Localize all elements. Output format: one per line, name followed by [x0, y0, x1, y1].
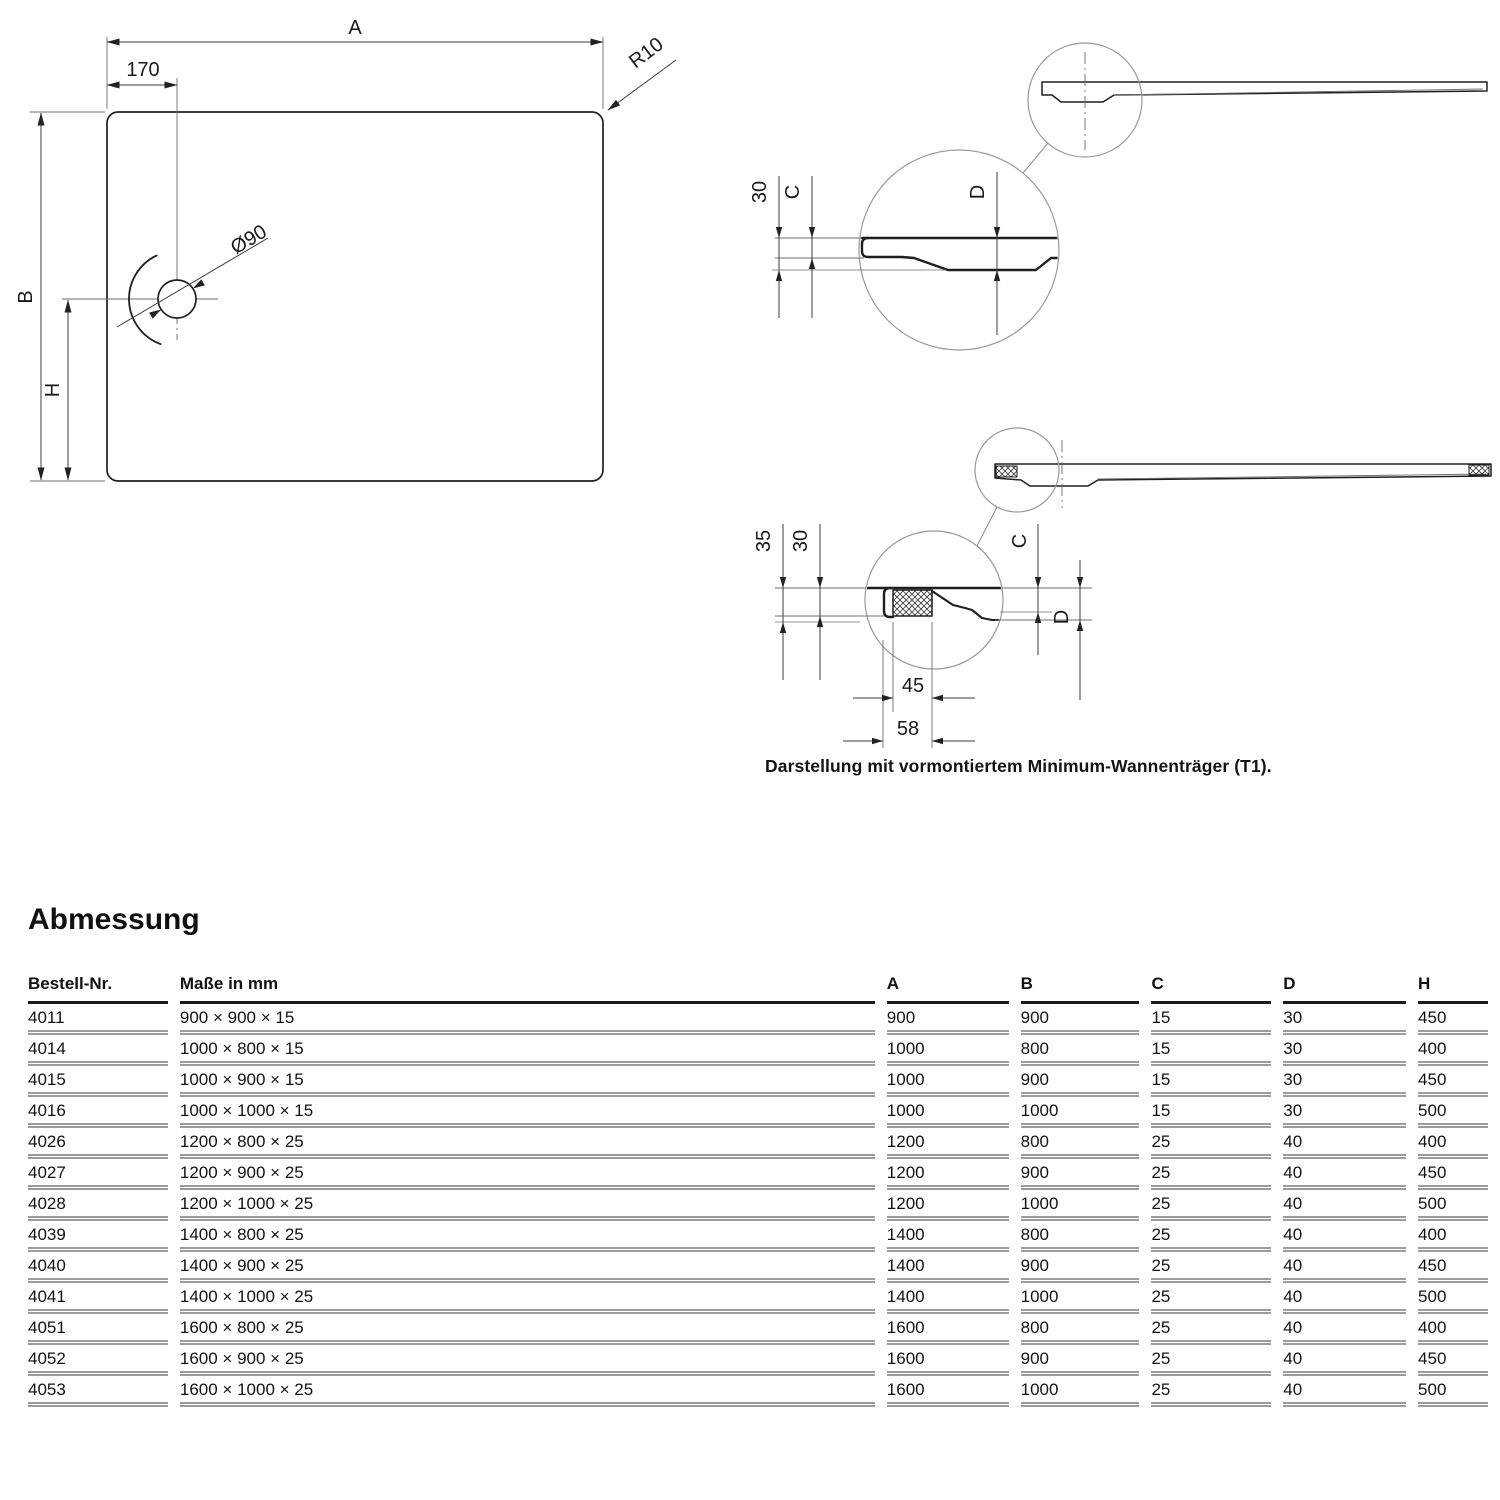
table-cell: 40 — [1283, 1221, 1406, 1252]
dim-label-drain-diameter: Ø90 — [227, 220, 271, 260]
table-row — [28, 1190, 1488, 1221]
table-cell: 1200 — [887, 1159, 1009, 1190]
table-row — [28, 1159, 1488, 1190]
table-cell: 30 — [1283, 1035, 1406, 1066]
table-cell: 900 — [1021, 1159, 1140, 1190]
table-row — [28, 1097, 1488, 1128]
table-cell: 25 — [1151, 1314, 1271, 1345]
table-cell: 30 — [1283, 1004, 1406, 1035]
table-cell: 800 — [1021, 1035, 1140, 1066]
table-cell: 400 — [1418, 1035, 1488, 1066]
table-cell: 15 — [1151, 1035, 1271, 1066]
table-cell: 400 — [1418, 1314, 1488, 1345]
table-row — [28, 1221, 1488, 1252]
table-cell: 15 — [1151, 1066, 1271, 1097]
table-cell: 900 — [1021, 1066, 1140, 1097]
table-cell: 1200 × 1000 × 25 — [180, 1190, 875, 1221]
table-row — [28, 1283, 1488, 1314]
table-cell: 30 — [1283, 1097, 1406, 1128]
table-cell: 500 — [1418, 1283, 1488, 1314]
table-cell: 25 — [1151, 1221, 1271, 1252]
table-cell: 4039 — [28, 1221, 168, 1252]
table-cell: 4041 — [28, 1283, 168, 1314]
column-header: B — [1021, 970, 1140, 1004]
plan-view-drawing — [15, 17, 676, 481]
support-block-detail — [893, 590, 932, 616]
dim-label-30: 30 — [790, 529, 812, 553]
detail-circle — [865, 531, 1003, 669]
table-cell: 40 — [1283, 1376, 1406, 1407]
table-header-row — [28, 970, 1488, 1004]
table-cell: 1400 × 900 × 25 — [180, 1252, 875, 1283]
table-cell: 4053 — [28, 1376, 168, 1407]
table-cell: 1600 — [887, 1376, 1009, 1407]
table-cell: 1600 — [887, 1345, 1009, 1376]
dim-label-58: 58 — [896, 718, 920, 740]
table-cell: 4014 — [28, 1035, 168, 1066]
table-row — [28, 1345, 1488, 1376]
section-profile-with-support-drawing — [753, 428, 1491, 748]
dim-label-a: A — [348, 17, 362, 39]
table-cell: 500 — [1418, 1097, 1488, 1128]
table-row — [28, 1376, 1488, 1407]
table-row — [28, 1252, 1488, 1283]
table-cell: 900 × 900 × 15 — [180, 1004, 875, 1035]
table-cell: 1000 × 800 × 15 — [180, 1035, 875, 1066]
column-header: D — [1283, 970, 1406, 1004]
table-cell: 4028 — [28, 1190, 168, 1221]
column-header: Bestell-Nr. — [28, 970, 168, 1004]
table-cell: 400 — [1418, 1221, 1488, 1252]
table-cell: 15 — [1151, 1004, 1271, 1035]
table-cell: 1000 — [1021, 1190, 1140, 1221]
table-row — [28, 1066, 1488, 1097]
dim-label-30: 30 — [749, 180, 771, 204]
table-cell: 800 — [1021, 1221, 1140, 1252]
column-header: A — [887, 970, 1009, 1004]
table-cell: 1200 × 800 × 25 — [180, 1128, 875, 1159]
table-cell: 4051 — [28, 1314, 168, 1345]
dim-label-170: 170 — [126, 59, 160, 81]
table-cell: 900 — [1021, 1252, 1140, 1283]
table-row — [28, 1004, 1488, 1035]
table-cell: 25 — [1151, 1252, 1271, 1283]
table-cell: 450 — [1418, 1066, 1488, 1097]
section-title: Abmessung — [28, 903, 200, 936]
table-cell: 40 — [1283, 1252, 1406, 1283]
table-cell: 1000 — [1021, 1097, 1140, 1128]
table-cell: 1000 — [1021, 1376, 1140, 1407]
dim-label-c: C — [1009, 533, 1031, 549]
dim-label-h: H — [42, 382, 64, 398]
table-cell: 4040 — [28, 1252, 168, 1283]
table-cell: 15 — [1151, 1097, 1271, 1128]
table-cell: 25 — [1151, 1159, 1271, 1190]
table-row — [28, 1128, 1488, 1159]
detail-circle — [859, 150, 1059, 350]
table-cell: 500 — [1418, 1190, 1488, 1221]
table-cell: 900 — [887, 1004, 1009, 1035]
table-cell: 1000 — [887, 1066, 1009, 1097]
dim-label-d: D — [967, 184, 989, 200]
table-cell: 40 — [1283, 1345, 1406, 1376]
dimensions-table — [16, 970, 1500, 1407]
table-cell: 4052 — [28, 1345, 168, 1376]
table-cell: 40 — [1283, 1190, 1406, 1221]
table-cell: 1000 — [1021, 1283, 1140, 1314]
table-cell: 1400 × 800 × 25 — [180, 1221, 875, 1252]
table-cell: 25 — [1151, 1345, 1271, 1376]
table-cell: 4027 — [28, 1159, 168, 1190]
table-cell: 1600 × 800 × 25 — [180, 1314, 875, 1345]
table-cell: 25 — [1151, 1283, 1271, 1314]
table-cell: 450 — [1418, 1252, 1488, 1283]
table-cell: 1200 — [887, 1128, 1009, 1159]
table-cell: 4026 — [28, 1128, 168, 1159]
dim-label-r10: R10 — [625, 33, 668, 74]
table-cell: 1000 — [887, 1035, 1009, 1066]
table-cell: 40 — [1283, 1314, 1406, 1345]
table-cell: 1000 — [887, 1097, 1009, 1128]
table-cell: 1000 × 1000 × 15 — [180, 1097, 875, 1128]
table-cell: 1600 × 900 × 25 — [180, 1345, 875, 1376]
table-cell: 800 — [1021, 1314, 1140, 1345]
table-body — [28, 1004, 1488, 1407]
dim-label-b: B — [15, 290, 37, 304]
table-cell: 30 — [1283, 1066, 1406, 1097]
table-cell: 450 — [1418, 1004, 1488, 1035]
table-cell: 400 — [1418, 1128, 1488, 1159]
table-cell: 450 — [1418, 1159, 1488, 1190]
table-cell: 25 — [1151, 1190, 1271, 1221]
column-header: Maße in mm — [180, 970, 875, 1004]
section-profile-drawing — [749, 43, 1487, 350]
table-cell: 40 — [1283, 1128, 1406, 1159]
table-cell: 1000 × 900 × 15 — [180, 1066, 875, 1097]
table-cell: 4016 — [28, 1097, 168, 1128]
dim-label-d: D — [1051, 609, 1073, 625]
table-cell: 4011 — [28, 1004, 168, 1035]
support-block-right — [1469, 465, 1489, 475]
table-cell: 900 — [1021, 1345, 1140, 1376]
table-cell: 1400 — [887, 1221, 1009, 1252]
table-cell: 25 — [1151, 1376, 1271, 1407]
dim-label-c: C — [782, 184, 804, 200]
table-cell: 900 — [1021, 1004, 1140, 1035]
tray-profile — [1042, 82, 1487, 102]
table-row — [28, 1314, 1488, 1345]
table-cell: 1600 × 1000 × 25 — [180, 1376, 875, 1407]
table-cell: 40 — [1283, 1159, 1406, 1190]
dim-label-35: 35 — [753, 529, 775, 553]
table-cell: 1600 — [887, 1314, 1009, 1345]
table-cell: 450 — [1418, 1345, 1488, 1376]
table-cell: 1200 × 900 × 25 — [180, 1159, 875, 1190]
table-cell: 25 — [1151, 1128, 1271, 1159]
table-cell: 40 — [1283, 1283, 1406, 1314]
table-cell: 500 — [1418, 1376, 1488, 1407]
table-row — [28, 1035, 1488, 1066]
drawing-caption: Darstellung mit vormontiertem Minimum-Wannenträger (T1). — [765, 756, 1272, 776]
table-cell: 1400 × 1000 × 25 — [180, 1283, 875, 1314]
table-cell: 1400 — [887, 1283, 1009, 1314]
column-header: H — [1418, 970, 1488, 1004]
table-cell: 1400 — [887, 1252, 1009, 1283]
column-header: C — [1151, 970, 1271, 1004]
table-cell: 800 — [1021, 1128, 1140, 1159]
dim-label-45: 45 — [901, 675, 925, 697]
table-cell: 4015 — [28, 1066, 168, 1097]
table-cell: 1200 — [887, 1190, 1009, 1221]
support-block-left — [996, 466, 1017, 477]
